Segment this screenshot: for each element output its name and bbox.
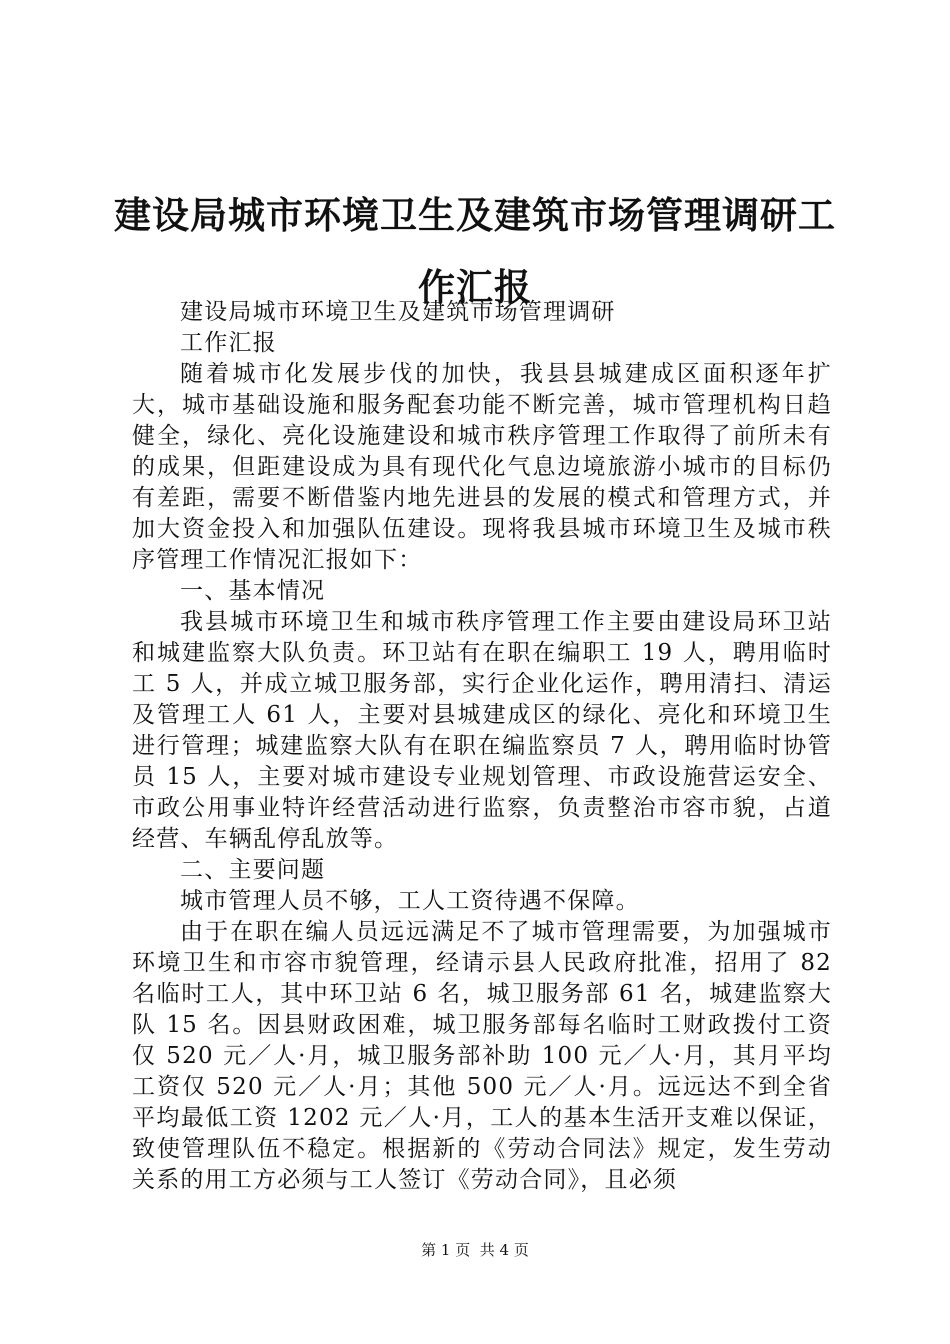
section-heading-problems: 二、主要问题 [180,857,326,883]
document-title: 建设局城市环境卫生及建筑市场管理调研工作汇报 [114,194,836,309]
section-heading-basic: 一、基本情况 [180,578,326,604]
subtitle-line-2: 工作汇报 [180,330,277,356]
subtitle-line-1: 建设局城市环境卫生及建筑市场管理调研 [180,299,616,325]
document-body [132,297,832,1196]
problem-summary-paragraph: 城市管理人员不够，工人工资待遇不保障。 [180,888,640,914]
page-footer [0,1240,950,1260]
problem-detail-paragraph: 由于在职在编人员远远满足不了城市管理需要，为加强城市环境卫生和市容市貌管理，经请示县人民政府批准，招用了 82 名临时工人，其中环卫站 6 名，城卫服务部 61 名，城建监察大队 15 名。因县财政困难，城卫服务部每名临时工财政拨付工资仅 520 元／人·月，城卫服务部补助 100 元／人·月，其月平均工资仅 520 元／人·月；其他 500 元／人·月。远远达不到全省平均最低工资 1202 元／人·月，工人的基本生活开支难以保证，致使管理队伍不稳定。根据新的《劳动合同法》规定，发生劳动关系的用工方必须与工人签订《劳动合同》，且必须 [132,919,832,1193]
page-total: 共 4 页 [479,1241,529,1259]
page-number: 第 1 页 [421,1241,471,1259]
basic-situation-paragraph: 我县城市环境卫生和城市秩序管理工作主要由建设局环卫站和城建监察大队负责。环卫站有在职在编职工 19 人，聘用临时工 5 人，并成立城卫服务部，实行企业化运作，聘用清扫、清运及管理工人 61 人，主要对县城建成区的绿化、亮化和环境卫生进行管理；城建监察大队有在职在编监察员 7 人，聘用临时协管员 15 人，主要对城市建设专业规划管理、市政设施营运安全、市政公用事业特许经营活动进行监察，负责整治市容市貌，占道经营、车辆乱停乱放等。 [132,609,832,852]
intro-paragraph: 随着城市化发展步伐的加快，我县县城建成区面积逐年扩大，城市基础设施和服务配套功能不断完善，城市管理机构日趋健全，绿化、亮化设施建设和城市秩序管理工作取得了前所未有的成果，但距建设成为具有现代化气息边境旅游小城市的目标仍有差距，需要不断借鉴内地先进县的发展的模式和管理方式，并加大资金投入和加强队伍建设。现将我县城市环境卫生及城市秩序管理工作情况汇报如下： [132,361,832,573]
